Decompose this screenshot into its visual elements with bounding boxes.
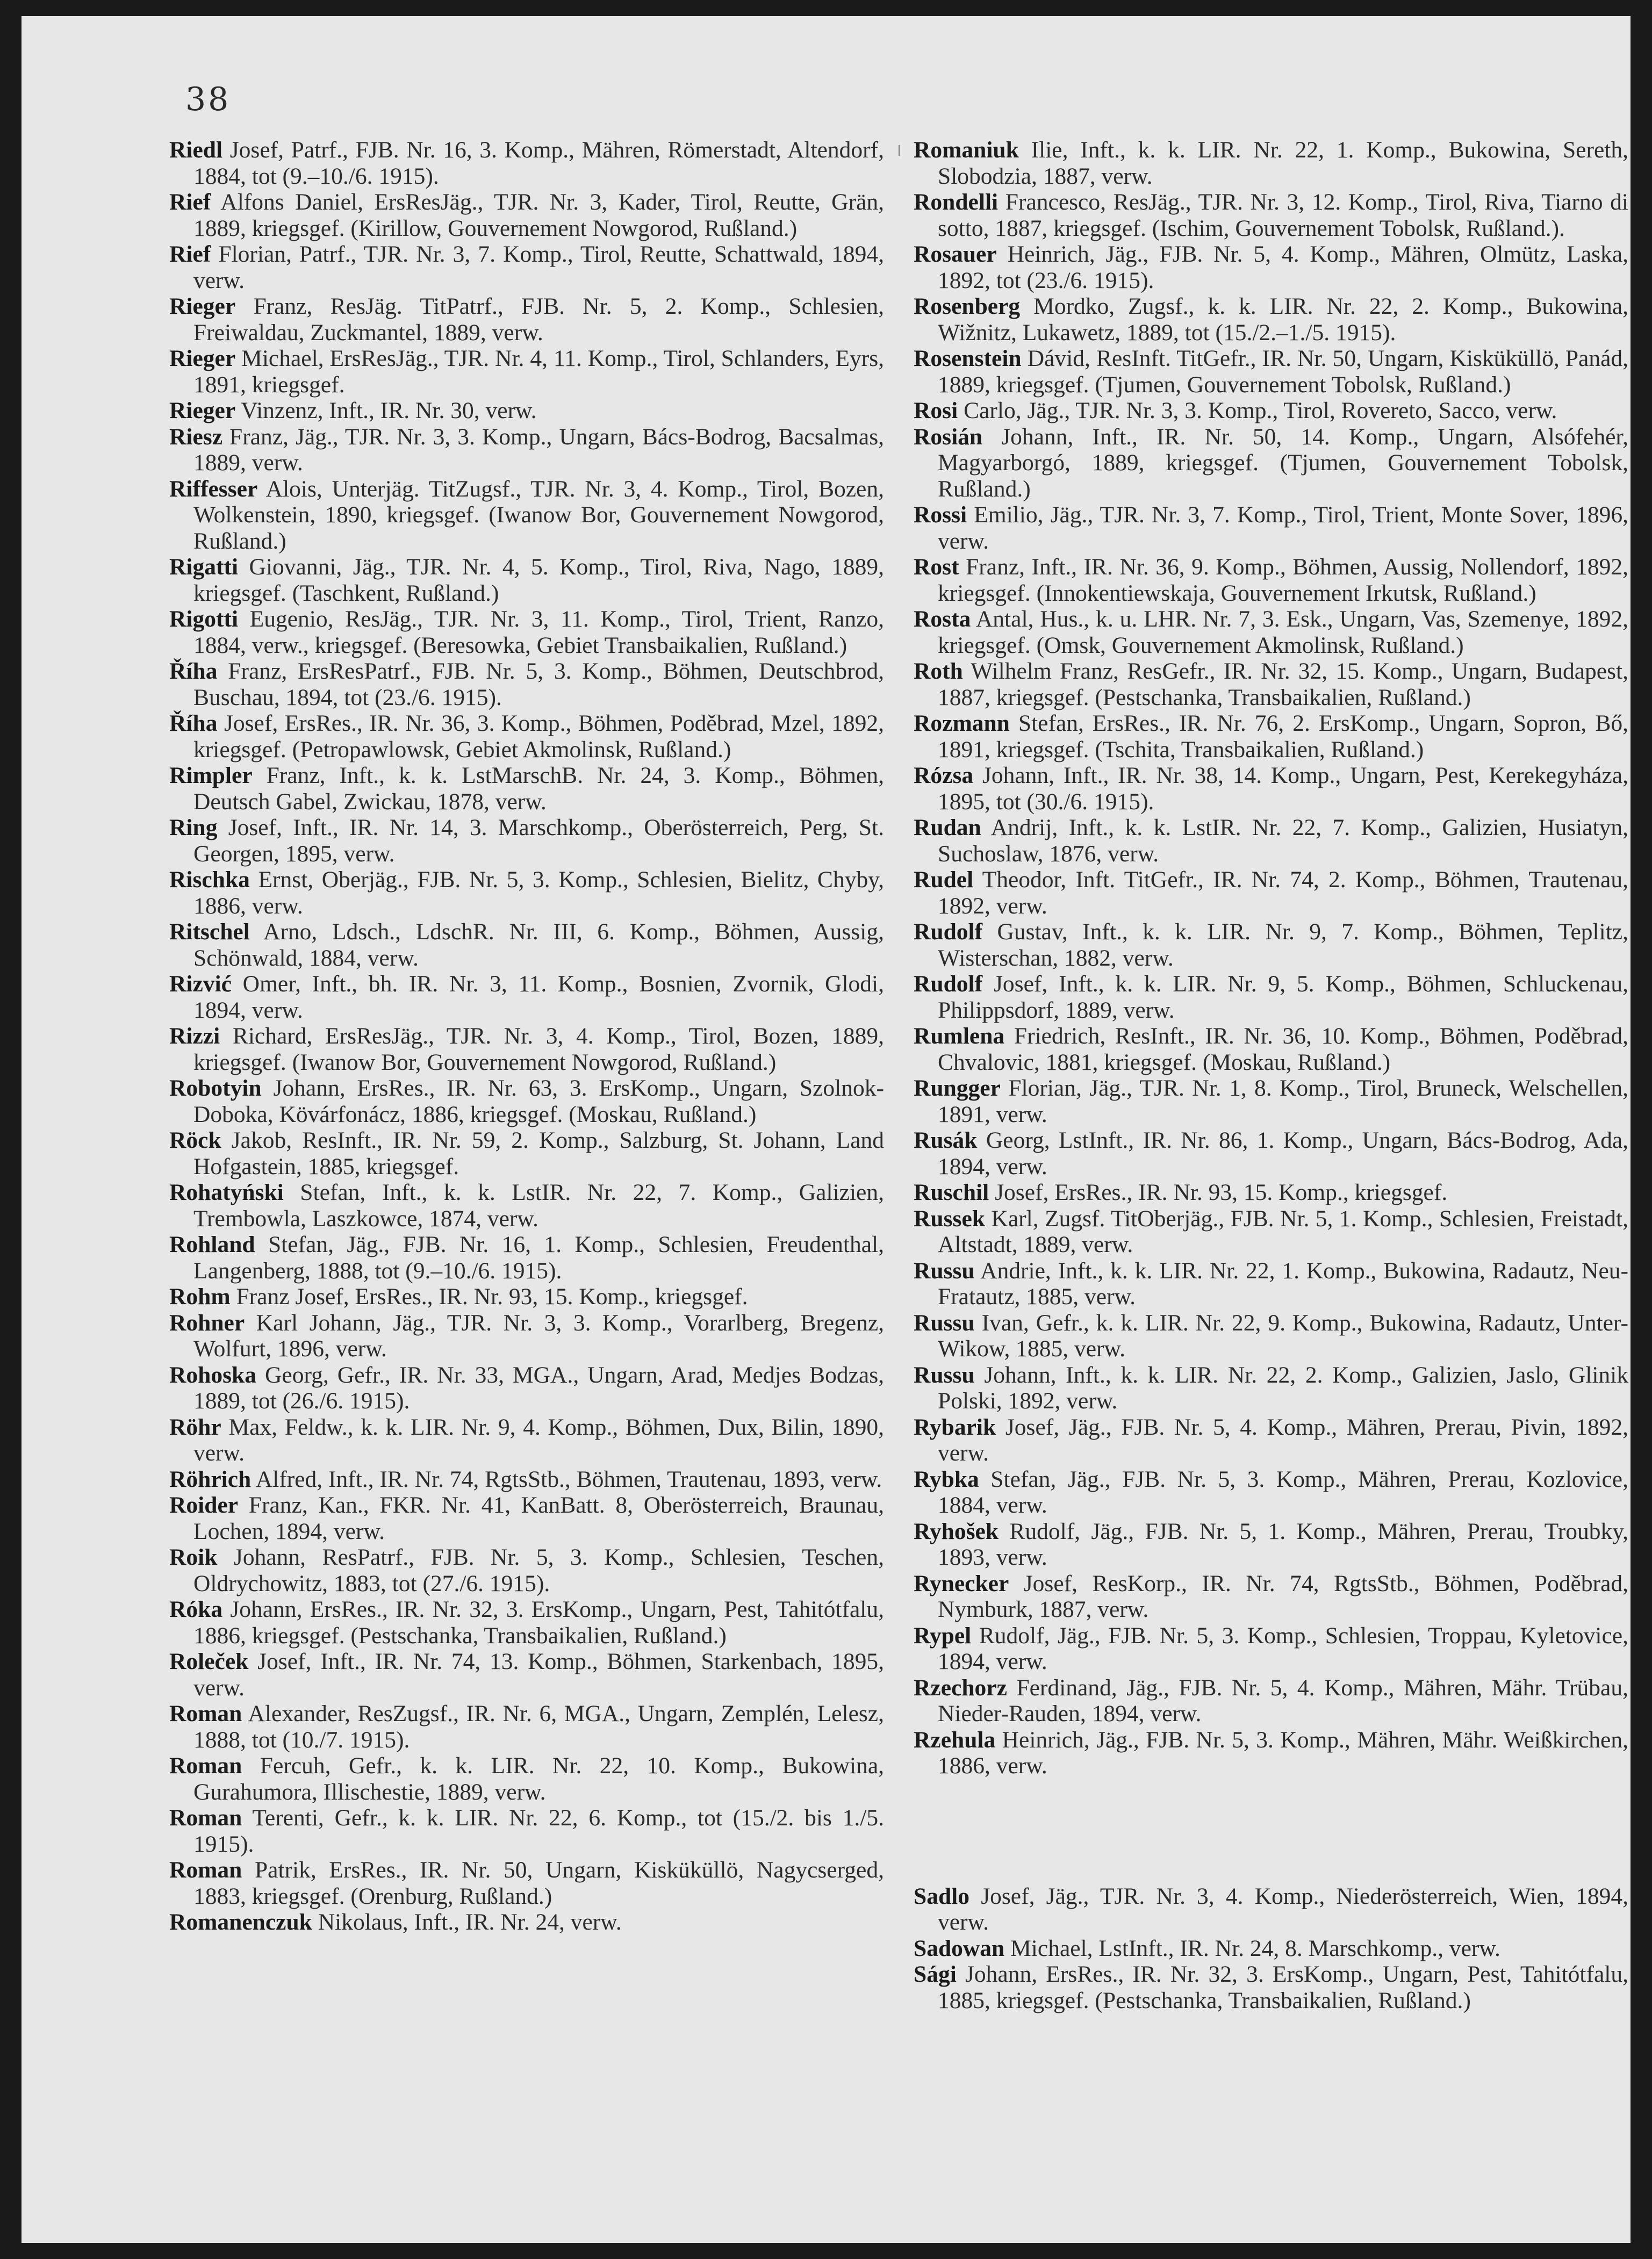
entry-details: Omer, Inft., bh. IR. Nr. 3, 11. Komp., Bosnien, Zvornik, Glodi, 1894, verw. bbox=[193, 971, 884, 1023]
entry-details: Stefan, ErsRes., IR. Nr. 76, 2. ErsKomp., Ungarn, Sopron, Bő, 1891, kriegsgef. (Tschita, Transbaikalien, Rußland.) bbox=[938, 710, 1628, 762]
entry-details: Georg, LstInft., IR. Nr. 86, 1. Komp., Ungarn, Bács-Bodrog, Ada, 1894, verw. bbox=[938, 1127, 1628, 1179]
entry-details: Karl Johann, Jäg., TJR. Nr. 3, 3. Komp., Vorarlberg, Bregenz, Wolfurt, 1896, verw. bbox=[193, 1310, 884, 1362]
register-entry bbox=[169, 1701, 884, 1753]
register-entry bbox=[169, 1127, 884, 1179]
entry-details: Ilie, Inft., k. k. LIR. Nr. 22, 1. Komp., Bukowina, Sereth, Slobodzia, 1887, verw. bbox=[938, 137, 1628, 189]
register-entry bbox=[169, 1909, 884, 1936]
entry-details: Ferdinand, Jäg., FJB. Nr. 5, 4. Komp., Mähren, Mähr. Trübau, Nieder-Rauden, 1894, verw. bbox=[938, 1674, 1628, 1726]
entry-details: Michael, ErsResJäg., TJR. Nr. 4, 11. Komp., Tirol, Schlanders, Eyrs, 1891, kriegsgef. bbox=[193, 346, 884, 398]
register-entry bbox=[914, 424, 1628, 502]
entry-surname: Robotyin bbox=[169, 1075, 262, 1101]
entry-surname: Sadowan bbox=[914, 1935, 1005, 1961]
entry-surname: Rieger bbox=[169, 398, 236, 423]
entry-surname: Riedl bbox=[169, 137, 223, 163]
register-entry bbox=[914, 137, 1628, 189]
entry-surname: Russu bbox=[914, 1257, 975, 1284]
entry-details: Giovanni, Jäg., TJR. Nr. 4, 5. Komp., Tirol, Riva, Nago, 1889, kriegsgef. (Taschkent, Rußland.) bbox=[193, 554, 884, 606]
entry-surname: Rost bbox=[914, 554, 959, 580]
register-entry bbox=[914, 919, 1628, 971]
register-entry bbox=[914, 815, 1628, 867]
entry-details: Wilhelm Franz, ResGefr., IR. Nr. 32, 15. Komp., Ungarn, Budapest, 1887, kriegsgef. (Pestschanka, Transbaikalien, Rußland.) bbox=[938, 658, 1628, 710]
entry-details: Johann, Inft., k. k. LIR. Nr. 22, 2. Komp., Galizien, Jaslo, Glinik Polski, 1892, verw. bbox=[938, 1362, 1628, 1414]
entry-details: Johann, ResPatrf., FJB. Nr. 5, 3. Komp., Schlesien, Teschen, Oldrychowitz, 1883, tot (27./6. 1915). bbox=[193, 1544, 884, 1596]
entry-details: Mordko, Zugsf., k. k. LIR. Nr. 22, 2. Komp., Bukowina, Wižnitz, Lukawetz, 1889, tot (15./2.–1./5. 1915). bbox=[938, 293, 1628, 346]
register-entry bbox=[169, 398, 884, 424]
entry-surname: Rypel bbox=[914, 1622, 972, 1649]
entry-surname: Rizzi bbox=[169, 1023, 220, 1049]
register-entry bbox=[914, 1127, 1628, 1179]
entry-details: Josef, Inft., k. k. LIR. Nr. 9, 5. Komp., Böhmen, Schluckenau, Philippsdorf, 1889, verw. bbox=[938, 971, 1628, 1023]
entry-details: Stefan, Jäg., FJB. Nr. 16, 1. Komp., Schlesien, Freudenthal, Langenberg, 1888, tot (9.–10./6. 1915). bbox=[193, 1232, 884, 1284]
entry-surname: Roth bbox=[914, 658, 963, 684]
entry-details: Friedrich, ResInft., IR. Nr. 36, 10. Komp., Böhmen, Poděbrad, Chvalovic, 1881, kriegsgef. (Moskau, Rußland.) bbox=[938, 1023, 1628, 1075]
entry-surname: Ruschil bbox=[914, 1179, 989, 1205]
left-column bbox=[169, 137, 884, 1936]
register-entry bbox=[914, 1362, 1628, 1414]
entry-surname: Říha bbox=[169, 658, 218, 684]
register-entry bbox=[914, 346, 1628, 398]
entry-surname: Rohatyński bbox=[169, 1179, 284, 1205]
entry-details: Franz, ErsResPatrf., FJB. Nr. 5, 3. Komp., Böhmen, Deutschbrod, Buschau, 1894, tot (23./6. 1915). bbox=[193, 658, 884, 710]
register-entry bbox=[169, 424, 884, 476]
entry-details: Rudolf, Jäg., FJB. Nr. 5, 1. Komp., Mähren, Prerau, Troubky, 1893, verw. bbox=[938, 1518, 1628, 1570]
register-entry bbox=[169, 919, 884, 971]
register-entry bbox=[169, 293, 884, 346]
entry-details: Rudolf, Jäg., FJB. Nr. 5, 3. Komp., Schlesien, Troppau, Kyletovice, 1894, verw. bbox=[938, 1622, 1628, 1674]
entry-surname: Říha bbox=[169, 710, 218, 736]
register-entry bbox=[914, 1883, 1628, 1936]
register-entry bbox=[914, 241, 1628, 293]
entry-surname: Sadlo bbox=[914, 1883, 969, 1909]
entry-details: Patrik, ErsRes., IR. Nr. 50, Ungarn, Kisküküllö, Nagycserged, 1883, kriegsgef. (Orenburg, Rußland.) bbox=[193, 1857, 884, 1909]
entry-surname: Rohm bbox=[169, 1284, 231, 1310]
entry-details: Josef, Patrf., FJB. Nr. 16, 3. Komp., Mähren, Römerstadt, Altendorf, 1884, tot (9.–10./6. 1915). bbox=[193, 137, 884, 189]
entry-details: Gustav, Inft., k. k. LIR. Nr. 9, 7. Komp., Böhmen, Teplitz, Wisterschan, 1882, verw. bbox=[938, 919, 1628, 971]
entry-details: Ernst, Oberjäg., FJB. Nr. 5, 3. Komp., Schlesien, Bielitz, Chyby, 1886, verw. bbox=[193, 867, 884, 919]
entry-details: Johann, Inft., IR. Nr. 38, 14. Komp., Ungarn, Pest, Kerekegyháza, 1895, tot (30./6. 1915). bbox=[938, 762, 1628, 815]
entry-surname: Röck bbox=[169, 1127, 221, 1153]
entry-details: Josef, Inft., IR. Nr. 14, 3. Marschkomp., Oberösterreich, Perg, St. Georgen, 1895, verw. bbox=[193, 815, 884, 867]
entry-details: Alfred, Inft., IR. Nr. 74, RgtsStb., Böhmen, Trautenau, 1893, verw. bbox=[251, 1466, 882, 1492]
entry-surname: Rosi bbox=[914, 398, 958, 423]
entry-surname: Roleček bbox=[169, 1649, 249, 1674]
entry-surname: Rimpler bbox=[169, 762, 253, 788]
register-entry bbox=[914, 658, 1628, 710]
entry-details: Fercuh, Gefr., k. k. LIR. Nr. 22, 10. Komp., Bukowina, Gurahumora, Illischestie, 1889, verw. bbox=[193, 1753, 884, 1805]
register-entry bbox=[169, 1362, 884, 1414]
entry-details: Johann, Inft., IR. Nr. 50, 14. Komp., Ungarn, Alsófehér, Magyarborgó, 1889, kriegsgef. (Tjumen, Gouvernement Tobolsk, Rußland.) bbox=[938, 423, 1628, 502]
entry-surname: Rohoska bbox=[169, 1362, 256, 1388]
entry-surname: Ritschel bbox=[169, 919, 250, 945]
right-column-s-entries bbox=[914, 1883, 1628, 2014]
entry-details: Andrij, Inft., k. k. LstIR. Nr. 22, 7. Komp., Galizien, Husiatyn, Suchoslaw, 1876, verw. bbox=[938, 815, 1628, 867]
entry-details: Heinrich, Jäg., FJB. Nr. 5, 3. Komp., Mähren, Mähr. Weißkirchen, 1886, verw. bbox=[938, 1726, 1628, 1779]
register-entry bbox=[169, 189, 884, 241]
entry-surname: Riesz bbox=[169, 423, 223, 450]
register-entry bbox=[169, 1596, 884, 1649]
entry-surname: Rozmann bbox=[914, 710, 1010, 736]
entry-surname: Rigatti bbox=[169, 554, 239, 580]
register-entry bbox=[914, 1075, 1628, 1127]
register-entry bbox=[169, 137, 884, 189]
register-entry bbox=[169, 658, 884, 710]
register-entry bbox=[914, 606, 1628, 658]
register-entry bbox=[169, 1649, 884, 1701]
entry-surname: Rzehula bbox=[914, 1726, 996, 1753]
entry-surname: Rondelli bbox=[914, 189, 999, 215]
entry-surname: Rumlena bbox=[914, 1023, 1005, 1049]
register-entry bbox=[914, 1571, 1628, 1623]
entry-details: Richard, ErsResJäg., TJR. Nr. 3, 4. Komp., Tirol, Bozen, 1889, kriegsgef. (Iwanow Bor, Gouvernement Nowgorod, Rußland.) bbox=[193, 1023, 884, 1075]
entry-details: Eugenio, ResJäg., TJR. Nr. 3, 11. Komp., Tirol, Trient, Ranzo, 1884, verw., kriegsgef. (Beresowka, Gebiet Transbaikalien, Rußland.) bbox=[193, 606, 884, 658]
entry-surname: Rudolf bbox=[914, 919, 983, 945]
entry-surname: Rief bbox=[169, 241, 211, 267]
entry-surname: Rischka bbox=[169, 867, 250, 893]
entry-details: Stefan, Jäg., FJB. Nr. 5, 3. Komp., Mähren, Prerau, Kozlovice, 1884, verw. bbox=[938, 1466, 1628, 1518]
entry-surname: Rigotti bbox=[169, 606, 239, 632]
entry-surname: Roman bbox=[169, 1701, 242, 1726]
document-page bbox=[21, 16, 1631, 2243]
entry-surname: Romanenczuk bbox=[169, 1909, 312, 1935]
entry-surname: Rizvić bbox=[169, 971, 232, 997]
entry-details: Jakob, ResInft., IR. Nr. 59, 2. Komp., Salzburg, St. Johann, Land Hofgastein, 1885, kriegsgef. bbox=[193, 1127, 884, 1179]
register-entry bbox=[914, 1206, 1628, 1258]
register-entry bbox=[169, 1492, 884, 1544]
entry-details: Alexander, ResZugsf., IR. Nr. 6, MGA., Ungarn, Zemplén, Lelesz, 1888, tot (10./7. 1915). bbox=[193, 1701, 884, 1753]
entry-details: Vinzenz, Inft., IR. Nr. 30, verw. bbox=[235, 398, 537, 423]
register-entry bbox=[169, 1023, 884, 1075]
section-gap bbox=[914, 1779, 1628, 1883]
entry-surname: Rief bbox=[169, 189, 211, 215]
entry-details: Emilio, Jäg., TJR. Nr. 3, 7. Komp., Tirol, Trient, Monte Sover, 1896, verw. bbox=[938, 502, 1628, 554]
register-entry bbox=[914, 867, 1628, 919]
entry-details: Florian, Jäg., TJR. Nr. 1, 8. Komp., Tirol, Bruneck, Welschellen, 1891, verw. bbox=[938, 1075, 1628, 1127]
entry-surname: Rosauer bbox=[914, 241, 997, 267]
entry-surname: Röhr bbox=[169, 1414, 221, 1440]
entry-details: Michael, LstInft., IR. Nr. 24, 8. Marschkomp., verw. bbox=[1004, 1935, 1500, 1961]
entry-surname: Rieger bbox=[169, 346, 236, 371]
register-entry bbox=[169, 1414, 884, 1466]
entry-surname: Russu bbox=[914, 1310, 975, 1336]
entry-surname: Sági bbox=[914, 1961, 957, 1987]
entry-details: Antal, Hus., k. u. LHR. Nr. 7, 3. Esk., Ungarn, Vas, Szemenye, 1892, kriegsgef. (Omsk, Gouvernement Akmolinsk, Rußland.) bbox=[938, 606, 1628, 658]
entry-details: Arno, Ldsch., LdschR. Nr. III, 6. Komp., Böhmen, Aussig, Schönwald, 1884, verw. bbox=[193, 919, 884, 971]
register-entry bbox=[169, 1466, 884, 1493]
entry-details: Franz, Kan., FKR. Nr. 41, KanBatt. 8, Oberösterreich, Braunau, Lochen, 1894, verw. bbox=[193, 1492, 884, 1544]
register-entry bbox=[169, 815, 884, 867]
entry-details: Florian, Patrf., TJR. Nr. 3, 7. Komp., Tirol, Reutte, Schattwald, 1894, verw. bbox=[193, 241, 884, 293]
entry-surname: Rynecker bbox=[914, 1570, 1009, 1596]
register-entry bbox=[169, 1232, 884, 1284]
entry-surname: Roik bbox=[169, 1544, 218, 1570]
entry-details: Josef, ErsRes., IR. Nr. 93, 15. Komp., kriegsgef. bbox=[989, 1179, 1448, 1205]
register-entry bbox=[169, 346, 884, 398]
entry-surname: Rybka bbox=[914, 1466, 979, 1492]
entry-details: Terenti, Gefr., k. k. LIR. Nr. 22, 6. Komp., tot (15./2. bis 1./5. 1915). bbox=[193, 1805, 884, 1857]
register-entry bbox=[169, 1544, 884, 1596]
register-entry bbox=[914, 1023, 1628, 1075]
entry-details: Alois, Unterjäg. TitZugsf., TJR. Nr. 3, 4. Komp., Tirol, Bozen, Wolkenstein, 1890, kriegsgef. (Iwanow Bor, Gouvernement Nowgorod, Rußland.) bbox=[193, 476, 884, 554]
register-entry bbox=[914, 710, 1628, 762]
entry-details: Franz, Inft., k. k. LstMarschB. Nr. 24, 3. Komp., Böhmen, Deutsch Gabel, Zwickau, 1878, verw. bbox=[193, 762, 884, 815]
entry-details: Josef, ResKorp., IR. Nr. 74, RgtsStb., Böhmen, Poděbrad, Nymburk, 1887, verw. bbox=[938, 1570, 1628, 1622]
register-entry bbox=[169, 1284, 884, 1310]
entry-details: Johann, ErsRes., IR. Nr. 32, 3. ErsKomp., Ungarn, Pest, Tahitótfalu, 1885, kriegsgef. (Pestschanka, Transbaikalien, Rußland.) bbox=[938, 1961, 1628, 2013]
entry-details: Franz, Jäg., TJR. Nr. 3, 3. Komp., Ungarn, Bács-Bodrog, Bacsalmas, 1889, verw. bbox=[193, 423, 884, 476]
entry-details: Josef, ErsRes., IR. Nr. 36, 3. Komp., Böhmen, Poděbrad, Mzel, 1892, kriegsgef. (Petropawlowsk, Gebiet Akmolinsk, Rußland.) bbox=[193, 710, 884, 762]
entry-surname: Rzechorz bbox=[914, 1674, 1007, 1701]
entry-details: Josef, Inft., IR. Nr. 74, 13. Komp., Böhmen, Starkenbach, 1895, verw. bbox=[193, 1649, 884, 1701]
register-entry bbox=[169, 1805, 884, 1857]
register-entry bbox=[169, 606, 884, 658]
register-entry bbox=[914, 1727, 1628, 1779]
register-entry bbox=[914, 971, 1628, 1023]
entry-surname: Rohner bbox=[169, 1310, 245, 1336]
entry-surname: Rosenberg bbox=[914, 293, 1021, 319]
register-entry bbox=[914, 1623, 1628, 1675]
entry-details: Karl, Zugsf. TitOberjäg., FJB. Nr. 5, 1. Komp., Schlesien, Freistadt, Altstadt, 1889, verw. bbox=[938, 1205, 1628, 1257]
register-entry bbox=[169, 710, 884, 762]
right-column-r-entries bbox=[914, 137, 1628, 1779]
register-entry bbox=[169, 1857, 884, 1909]
entry-surname: Rudan bbox=[914, 815, 981, 840]
entry-details: Johann, ErsRes., IR. Nr. 63, 3. ErsKomp., Ungarn, Szolnok-Doboka, Kövárfonácz, 1886, kriegsgef. (Moskau, Rußland.) bbox=[193, 1075, 884, 1127]
entry-details: Franz, ResJäg. TitPatrf., FJB. Nr. 5, 2. Komp., Schlesien, Freiwaldau, Zuckmantel, 1889, verw. bbox=[193, 293, 884, 346]
entry-surname: Rosenstein bbox=[914, 346, 1022, 371]
entry-surname: Rudel bbox=[914, 867, 974, 893]
entry-surname: Róka bbox=[169, 1596, 223, 1622]
register-entry bbox=[914, 1179, 1628, 1206]
entry-surname: Riffesser bbox=[169, 476, 258, 502]
register-entry bbox=[914, 1519, 1628, 1571]
register-entry bbox=[169, 554, 884, 606]
entry-details: Alfons Daniel, ErsResJäg., TJR. Nr. 3, Kader, Tirol, Reutte, Grän, 1889, kriegsgef. (Kirillow, Gouvernement Nowgorod, Rußland.) bbox=[193, 189, 884, 241]
entry-details: Franz, Inft., IR. Nr. 36, 9. Komp., Böhmen, Aussig, Nollendorf, 1892, kriegsgef. (Innokentiewskaja, Gouvernement Irkutsk, Rußland.) bbox=[938, 554, 1628, 606]
register-entry bbox=[914, 1675, 1628, 1727]
register-entry bbox=[914, 1414, 1628, 1466]
entry-details: Max, Feldw., k. k. LIR. Nr. 9, 4. Komp., Böhmen, Dux, Bilin, 1890, verw. bbox=[193, 1414, 884, 1466]
entry-surname: Russek bbox=[914, 1205, 985, 1232]
register-entry bbox=[169, 1753, 884, 1805]
entry-details: Heinrich, Jäg., FJB. Nr. 5, 4. Komp., Mähren, Olmütz, Laska, 1892, tot (23./6. 1915). bbox=[938, 241, 1628, 293]
entry-surname: Röhrich bbox=[169, 1466, 252, 1492]
entry-surname: Rusák bbox=[914, 1127, 978, 1153]
entry-details: Theodor, Inft. TitGefr., IR. Nr. 74, 2. Komp., Böhmen, Trautenau, 1892, verw. bbox=[938, 867, 1628, 919]
entry-details: Nikolaus, Inft., IR. Nr. 24, verw. bbox=[312, 1909, 622, 1935]
entry-surname: Ring bbox=[169, 815, 218, 840]
register-entry bbox=[169, 867, 884, 919]
entry-surname: Rózsa bbox=[914, 762, 974, 788]
register-entry bbox=[914, 1466, 1628, 1519]
entry-surname: Rohland bbox=[169, 1232, 255, 1257]
register-entry bbox=[914, 554, 1628, 606]
entry-surname: Rossi bbox=[914, 502, 967, 528]
register-entry bbox=[914, 502, 1628, 554]
entry-details: Dávid, ResInft. TitGefr., IR. Nr. 50, Ungarn, Kisküküllö, Panád, 1889, kriegsgef. (Tjumen, Gouvernement Tobolsk, Rußland.) bbox=[938, 346, 1628, 398]
entry-surname: Russu bbox=[914, 1362, 975, 1388]
entry-details: Ivan, Gefr., k. k. LIR. Nr. 22, 9. Komp., Bukowina, Radautz, Unter-Wikow, 1885, verw. bbox=[938, 1310, 1628, 1362]
entry-details: Stefan, Inft., k. k. LstIR. Nr. 22, 7. Komp., Galizien, Trembowla, Laszkowce, 1874, verw. bbox=[193, 1179, 884, 1232]
register-entry bbox=[914, 1936, 1628, 1962]
register-entry bbox=[914, 293, 1628, 346]
entry-surname: Ryhošek bbox=[914, 1518, 999, 1544]
entry-details: Andrie, Inft., k. k. LIR. Nr. 22, 1. Komp., Bukowina, Radautz, Neu-Fratautz, 1885, verw. bbox=[938, 1257, 1628, 1310]
entry-details: Josef, Jäg., FJB. Nr. 5, 4. Komp., Mähren, Prerau, Pivin, 1892, verw. bbox=[938, 1414, 1628, 1466]
entry-surname: Romaniuk bbox=[914, 137, 1019, 163]
column-divider bbox=[899, 145, 900, 156]
entry-details: Georg, Gefr., IR. Nr. 33, MGA., Ungarn, Arad, Medjes Bodzas, 1889, tot (26./6. 1915). bbox=[193, 1362, 884, 1414]
entry-surname: Rosta bbox=[914, 606, 971, 632]
entry-surname: Roider bbox=[169, 1492, 239, 1518]
entry-details: Johann, ErsRes., IR. Nr. 32, 3. ErsKomp., Ungarn, Pest, Tahitótfalu, 1886, kriegsgef. (Pestschanka, Transbaikalien, Rußland.) bbox=[193, 1596, 884, 1649]
entry-details: Josef, Jäg., TJR. Nr. 3, 4. Komp., Niederösterreich, Wien, 1894, verw. bbox=[938, 1883, 1628, 1935]
register-entry bbox=[914, 1258, 1628, 1310]
entry-details: Carlo, Jäg., TJR. Nr. 3, 3. Komp., Tirol, Rovereto, Sacco, verw. bbox=[958, 398, 1557, 423]
register-entry bbox=[169, 1310, 884, 1362]
entry-surname: Rybarik bbox=[914, 1414, 996, 1440]
entry-surname: Roman bbox=[169, 1805, 242, 1831]
entry-details: Francesco, ResJäg., TJR. Nr. 3, 12. Komp., Tirol, Riva, Tiarno di sotto, 1887, kriegsgef. (Ischim, Gouvernement Tobolsk, Rußland.). bbox=[938, 189, 1628, 241]
register-entry bbox=[914, 1310, 1628, 1362]
register-entry bbox=[914, 762, 1628, 815]
entry-surname: Rieger bbox=[169, 293, 236, 319]
entry-surname: Rungger bbox=[914, 1075, 1001, 1101]
entry-details: Franz Josef, ErsRes., IR. Nr. 93, 15. Komp., kriegsgef. bbox=[230, 1284, 748, 1310]
register-entry bbox=[169, 241, 884, 293]
register-entry bbox=[169, 1179, 884, 1232]
register-entry bbox=[169, 971, 884, 1023]
register-entry bbox=[169, 1075, 884, 1127]
register-entry bbox=[914, 1961, 1628, 2013]
register-entry bbox=[914, 189, 1628, 241]
entry-surname: Roman bbox=[169, 1753, 242, 1779]
entry-surname: Roman bbox=[169, 1857, 242, 1883]
entry-surname: Rudolf bbox=[914, 971, 983, 997]
right-column bbox=[914, 137, 1628, 2013]
register-entry bbox=[169, 476, 884, 555]
register-entry bbox=[914, 398, 1628, 424]
register-entry bbox=[169, 762, 884, 815]
entry-surname: Rosián bbox=[914, 423, 983, 450]
page-number: 38 bbox=[185, 81, 231, 118]
